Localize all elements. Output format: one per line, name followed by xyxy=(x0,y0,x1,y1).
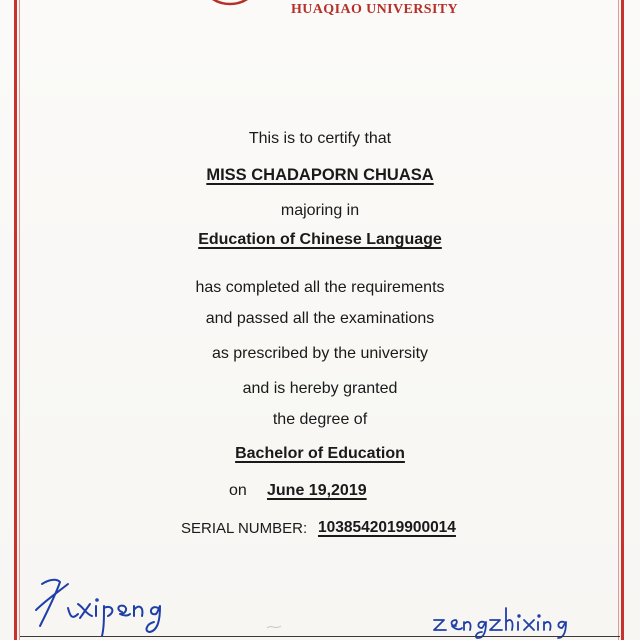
left-signature xyxy=(34,570,194,640)
recipient-name: MISS CHADAPORN CHUASA xyxy=(206,166,434,184)
date-on-label: on xyxy=(229,482,247,499)
university-seal-icon xyxy=(192,0,268,20)
major-name: Education of Chinese Language xyxy=(198,231,442,248)
date-row xyxy=(0,482,640,504)
signature-line xyxy=(20,636,620,637)
prescribed-text: as prescribed by the university xyxy=(211,345,429,362)
completed-text: has completed all the requirements xyxy=(195,279,445,296)
granted-text: and is hereby granted xyxy=(242,380,398,397)
right-signature xyxy=(430,598,570,640)
passed-text: and passed all the examinations xyxy=(205,310,435,327)
university-name: HUAQIAO UNIVERSITY xyxy=(291,2,459,17)
serial-number-label: SERIAL NUMBER: xyxy=(181,520,308,537)
majoring-label: majoring in xyxy=(280,202,360,219)
degree-of-text: the degree of xyxy=(272,411,368,428)
serial-number-value: 1038542019900014 xyxy=(318,519,456,536)
certify-intro: This is to certify that xyxy=(248,130,392,147)
degree-name: Bachelor of Education xyxy=(235,445,405,462)
serial-row xyxy=(0,519,640,541)
faint-mark xyxy=(265,622,283,632)
award-date: June 19,2019 xyxy=(267,482,367,499)
